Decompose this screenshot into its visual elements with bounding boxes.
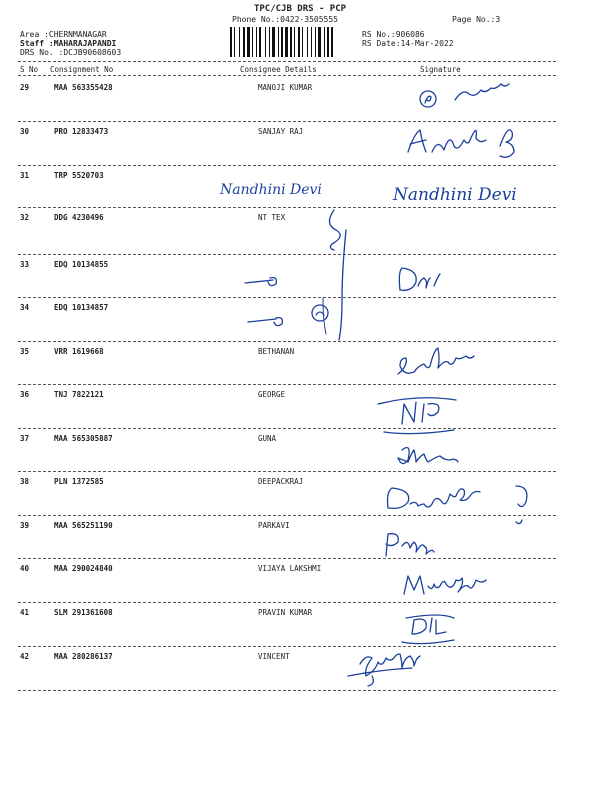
consignment-number: MAA 563355428 <box>54 83 113 92</box>
row-divider <box>18 602 556 603</box>
area-label: Area :CHERNMANAGAR <box>20 30 107 39</box>
consignment-number: MAA 290024840 <box>54 564 113 573</box>
serial-number: 37 <box>20 434 30 443</box>
consignment-number: EDQ 10134855 <box>54 260 109 269</box>
consignee-name: SANJAY RAJ <box>258 127 304 136</box>
document-title: TPC/CJB DRS - PCP <box>253 4 347 14</box>
serial-number: 42 <box>20 652 30 661</box>
header-rule-bottom <box>18 75 556 76</box>
serial-number: 40 <box>20 564 30 573</box>
serial-number: 38 <box>20 477 30 486</box>
phone-number: Phone No.:0422-3505555 <box>232 15 338 24</box>
signature-29 <box>420 84 509 107</box>
column-header-consignee: Consignee Details <box>240 65 317 74</box>
consignee-name: PRAVIN KUMAR <box>258 608 313 617</box>
signature-31-handwriting: Nandhini Devi <box>393 185 517 205</box>
row-divider <box>18 341 556 342</box>
signature-35 <box>398 348 474 374</box>
signature-34 <box>248 305 328 326</box>
consignee-31-handwriting: Nandhini Devi <box>220 182 322 198</box>
consignee-name: PARKAVI <box>258 521 290 530</box>
signature-42 <box>348 654 420 686</box>
row-divider <box>18 254 556 255</box>
column-header-sno: S No <box>20 65 39 74</box>
column-header-consignment: Consignment No <box>50 65 114 74</box>
consignment-number: DDG 4230496 <box>54 213 104 222</box>
consignee-name: VINCENT <box>258 652 290 661</box>
header-rule-top <box>18 61 556 62</box>
consignee-name: MANOJI KUMAR <box>258 83 313 92</box>
consignment-number: TRP 5520703 <box>54 171 104 180</box>
barcode-image <box>230 27 354 57</box>
consignee-name: GEORGE <box>258 390 286 399</box>
row-divider <box>18 165 556 166</box>
consignment-number: PRO 12833473 <box>54 127 109 136</box>
consignment-number: MAA 565305887 <box>54 434 113 443</box>
signature-40 <box>404 576 486 594</box>
signature-41 <box>402 615 454 644</box>
row-divider <box>18 207 556 208</box>
serial-number: 36 <box>20 390 30 399</box>
drs-number: DRS No. :DCJB90608603 <box>20 48 122 57</box>
consignee-name: NT TEX <box>258 213 286 222</box>
consignee-name: VIJAYA LAKSHMI <box>258 564 322 573</box>
signature-30 <box>408 130 514 157</box>
consignment-number: TNJ 7822121 <box>54 390 104 399</box>
signature-37 <box>398 448 458 464</box>
row-divider <box>18 384 556 385</box>
serial-number: 39 <box>20 521 30 530</box>
serial-number: 35 <box>20 347 30 356</box>
serial-number: 41 <box>20 608 30 617</box>
row-divider <box>18 428 556 429</box>
serial-number: 29 <box>20 83 30 92</box>
column-header-signature: Signature <box>420 65 461 74</box>
consignee-name: GUNA <box>258 434 277 443</box>
bracket-mark-32-34 <box>323 210 346 340</box>
signature-39 <box>386 534 434 556</box>
row-divider <box>18 558 556 559</box>
signature-33 <box>245 268 440 290</box>
row-divider <box>18 121 556 122</box>
row-divider <box>18 690 556 691</box>
rs-number: RS No.:906086 <box>362 30 425 39</box>
rs-date: RS Date:14-Mar-2022 <box>362 39 454 48</box>
signature-38 <box>388 486 527 524</box>
consignment-number: SLM 291361608 <box>54 608 113 617</box>
row-divider <box>18 515 556 516</box>
serial-number: 31 <box>20 171 30 180</box>
consignment-number: MAA 565251190 <box>54 521 113 530</box>
row-divider <box>18 297 556 298</box>
staff-label: Staff :MAHARAJAPANDI <box>20 39 117 48</box>
page-number: Page No.:3 <box>452 15 501 24</box>
row-divider <box>18 646 556 647</box>
consignee-name: DEEPACKRAJ <box>258 477 304 486</box>
consignment-number: VRR 1619668 <box>54 347 104 356</box>
serial-number: 32 <box>20 213 30 222</box>
serial-number: 34 <box>20 303 30 312</box>
consignment-number: PLN 1372585 <box>54 477 104 486</box>
consignment-number: EDQ 10134857 <box>54 303 109 312</box>
consignee-name: BETHANAN <box>258 347 295 356</box>
row-divider <box>18 471 556 472</box>
serial-number: 33 <box>20 260 30 269</box>
serial-number: 30 <box>20 127 30 136</box>
consignment-number: MAA 280286137 <box>54 652 113 661</box>
